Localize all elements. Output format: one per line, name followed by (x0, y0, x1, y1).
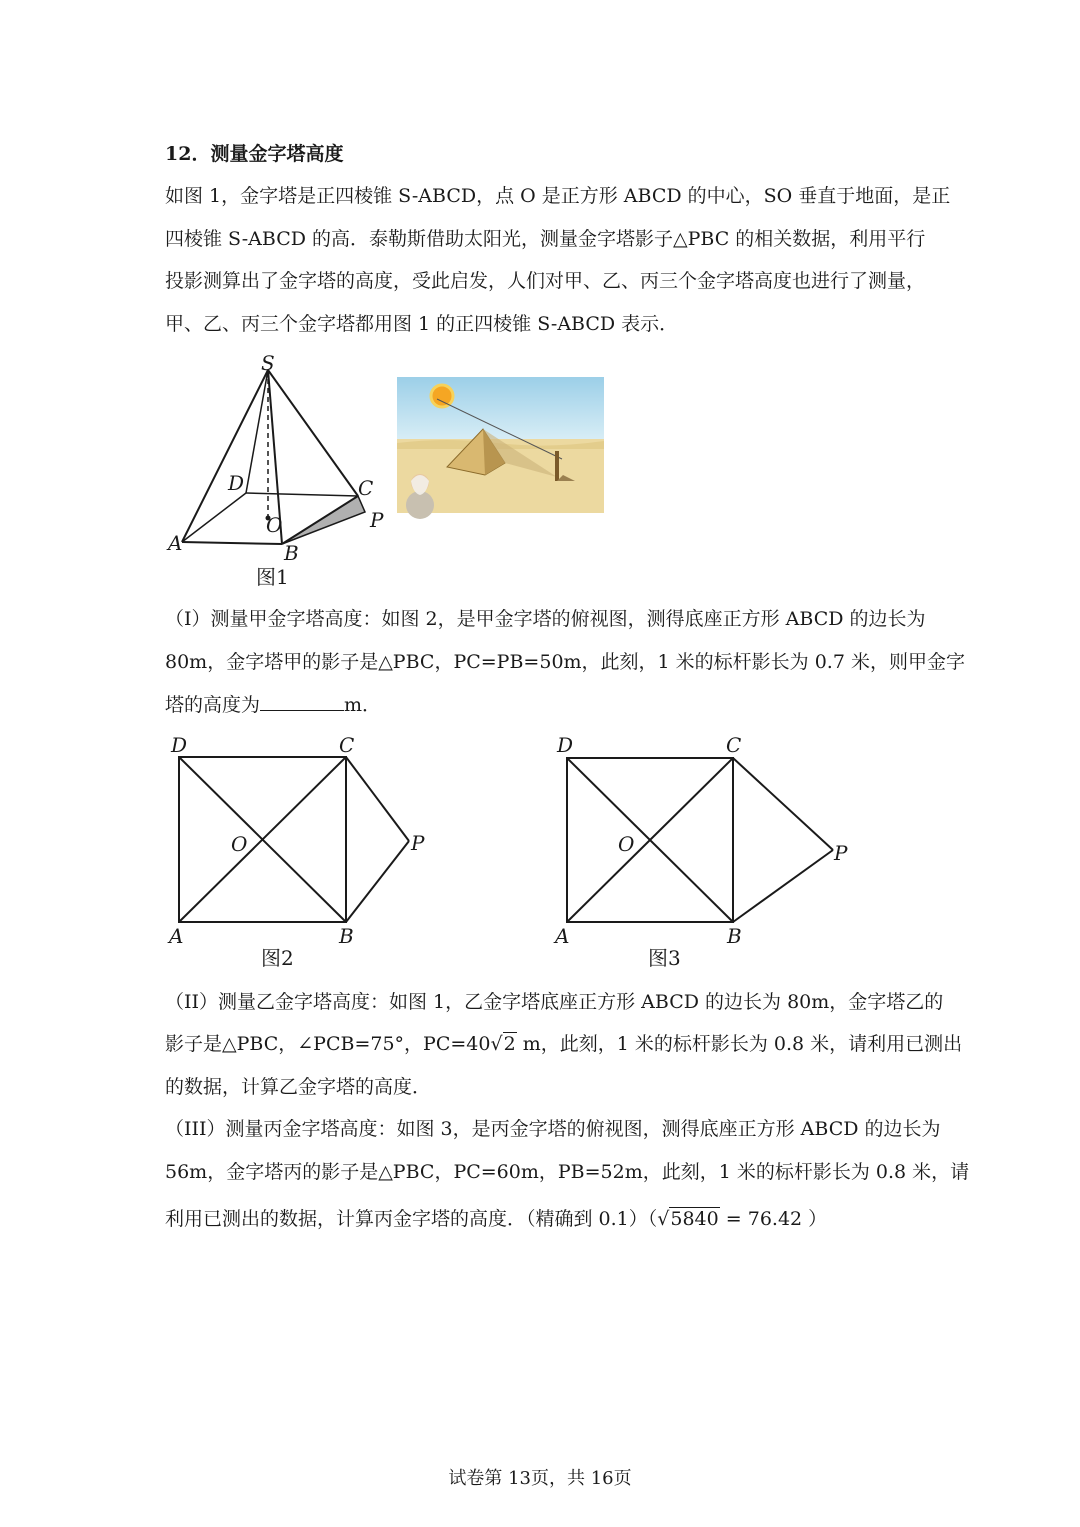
part2-line: 的数据，计算乙金字塔的高度． (165, 1076, 432, 1098)
part3-suffix: = 76.42 ） (719, 1208, 828, 1230)
label-C: C (726, 733, 742, 757)
label-C: C (358, 476, 374, 500)
part3-prefix: 利用已测出的数据，计算丙金字塔的高度．（精确到 0.1）（ (165, 1208, 658, 1230)
radicand: 5840 (670, 1208, 719, 1230)
label-A: A (169, 924, 184, 948)
label-O: O (231, 832, 248, 856)
radical: √2 (490, 1033, 516, 1055)
intro-line: 如图 1，金字塔是正四棱锥 S-ABCD，点 O 是正方形 ABCD 的中心，SO 垂直于地面，是正 (165, 185, 951, 207)
part3-line-with-radical (165, 1208, 827, 1231)
page-footer: 试卷第 13页，共 16页 (448, 1468, 632, 1489)
thales-illustration (397, 377, 604, 513)
label-S: S (261, 351, 275, 375)
sun-icon (431, 385, 453, 407)
part1-line: 80m，金字塔甲的影子是△PBC，PC=PB=50m，此刻，1 米的标杆影长为 0.7 米，则甲金字 (165, 651, 965, 673)
label-B: B (727, 924, 742, 948)
label-P: P (370, 508, 384, 532)
figure-3-top-view (552, 735, 862, 975)
label-B: B (339, 924, 354, 948)
part1-line: （I）测量甲金字塔高度：如图 2，是甲金字塔的俯视图，测得底座正方形 ABCD 的边长为 (165, 608, 926, 630)
figure-1-pyramid (160, 350, 390, 590)
label-B: B (284, 541, 299, 565)
part1-suffix: m． (344, 694, 382, 716)
label-D: D (557, 733, 574, 757)
label-D: D (171, 733, 188, 757)
radical-coefficient: 40 (466, 1033, 491, 1055)
answer-blank[interactable] (260, 696, 344, 711)
part2-line: （II）测量乙金字塔高度：如图 1，乙金字塔底座正方形 ABCD 的边长为 80m，金字塔乙的 (165, 991, 944, 1013)
label-O: O (266, 513, 283, 537)
intro-line: 投影测算出了金字塔的高度，受此启发，人们对甲、乙、丙三个金字塔高度也进行了测量， (165, 270, 926, 292)
figure-1-caption: 图1 (256, 565, 289, 589)
label-O: O (618, 832, 635, 856)
radical: √5840 (657, 1208, 719, 1230)
part3-line: 56m，金字塔丙的影子是△PBC，PC=60m，PB=52m，此刻，1 米的标杆影长为 0.8 米，请 (165, 1161, 970, 1183)
part1-answer-line (165, 694, 381, 717)
question-title: 12．测量金字塔高度 (165, 143, 344, 165)
label-A: A (555, 924, 570, 948)
part3-line: （III）测量丙金字塔高度：如图 3，是丙金字塔的俯视图，测得底座正方形 ABCD 的边长为 (165, 1118, 941, 1140)
part1-prefix: 塔的高度为 (165, 694, 261, 716)
part2-line-with-radical (165, 1033, 962, 1056)
intro-line: 甲、乙、丙三个金字塔都用图 1 的正四棱锥 S-ABCD 表示． (165, 313, 679, 335)
figure-2-top-view (165, 735, 445, 975)
label-C: C (339, 733, 355, 757)
figure-3-caption: 图3 (648, 946, 681, 970)
part2-prefix: 影子是△PBC，∠PCB=75°，PC= (165, 1033, 467, 1055)
label-A: A (168, 531, 183, 555)
part2-suffix: m，此刻，1 米的标杆影长为 0.8 米，请利用已测出 (516, 1033, 963, 1055)
label-P: P (834, 841, 848, 865)
radicand: 2 (503, 1033, 516, 1055)
figure-2-caption: 图2 (261, 946, 294, 970)
intro-line: 四棱锥 S-ABCD 的高．泰勒斯借助太阳光，测量金字塔影子△PBC 的相关数据，利用平行 (165, 228, 926, 250)
label-P: P (411, 831, 425, 855)
label-D: D (228, 471, 245, 495)
